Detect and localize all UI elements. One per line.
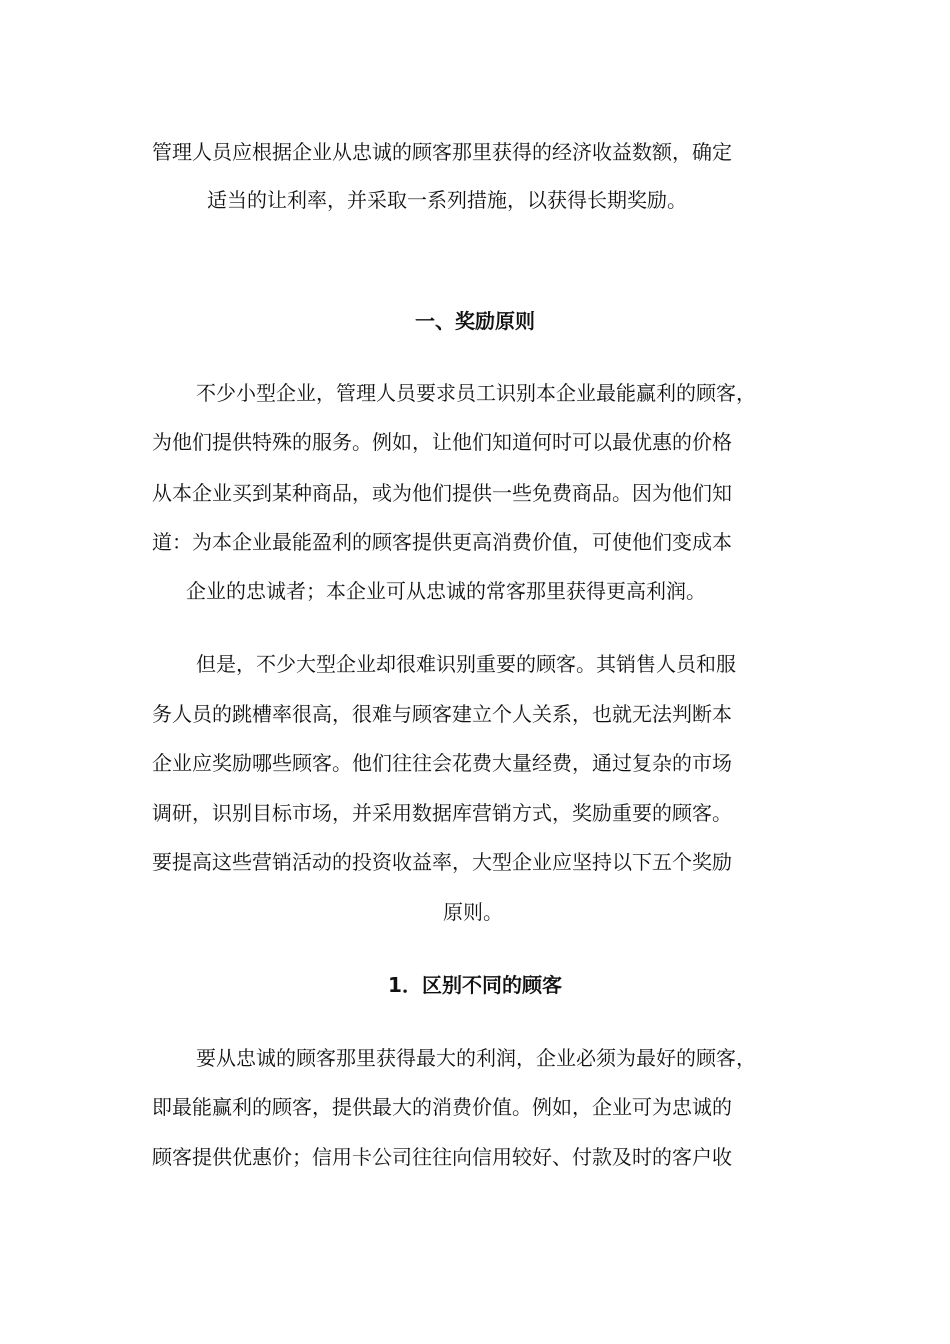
para3-line-3: 顾客提供优惠价；信用卡公司往往向信用较好、付款及时的客户收 [152,1145,732,1169]
para2-line-4: 调研，识别目标市场，并采用数据库营销方式，奖励重要的顾客。 [152,801,732,825]
section-title: 一、奖励原则 [415,309,535,333]
intro-line-2: 适当的让利率，并采取一系列措施，以获得长期奖励。 [207,188,687,212]
para1-line-3: 从本企业买到某种商品，或为他们提供一些免费商品。因为他们知 [152,481,732,505]
para2-line-2: 务人员的跳槽率很高，很难与顾客建立个人关系，也就无法判断本 [152,702,732,726]
para2-line-3: 企业应奖励哪些顾客。他们往往会花费大量经费，通过复杂的市场 [152,751,732,775]
para1-line-1: 不少小型企业，管理人员要求员工识别本企业最能赢利的顾客， [196,381,756,405]
para1-line-4: 道：为本企业最能盈利的顾客提供更高消费价值，可使他们变成本 [152,530,732,554]
para2-line-5: 要提高这些营销活动的投资收益率，大型企业应坚持以下五个奖励 [152,850,732,874]
para3-line-1: 要从忠诚的顾客那里获得最大的利润，企业必须为最好的顾客， [196,1046,756,1070]
para1-line-2: 为他们提供特殊的服务。例如，让他们知道何时可以最优惠的价格 [152,430,732,454]
para1-line-5: 企业的忠诚者；本企业可从忠诚的常客那里获得更高利润。 [186,579,706,603]
subsection-title: 1．区别不同的顾客 [388,973,562,997]
intro-line-1: 管理人员应根据企业从忠诚的顾客那里获得的经济收益数额，确定 [152,140,732,164]
para3-line-2: 即最能赢利的顾客，提供最大的消费价值。例如，企业可为忠诚的 [152,1095,732,1119]
para2-line-6: 原则。 [443,900,503,924]
para2-line-1: 但是，不少大型企业却很难识别重要的顾客。其销售人员和服 [196,652,736,676]
